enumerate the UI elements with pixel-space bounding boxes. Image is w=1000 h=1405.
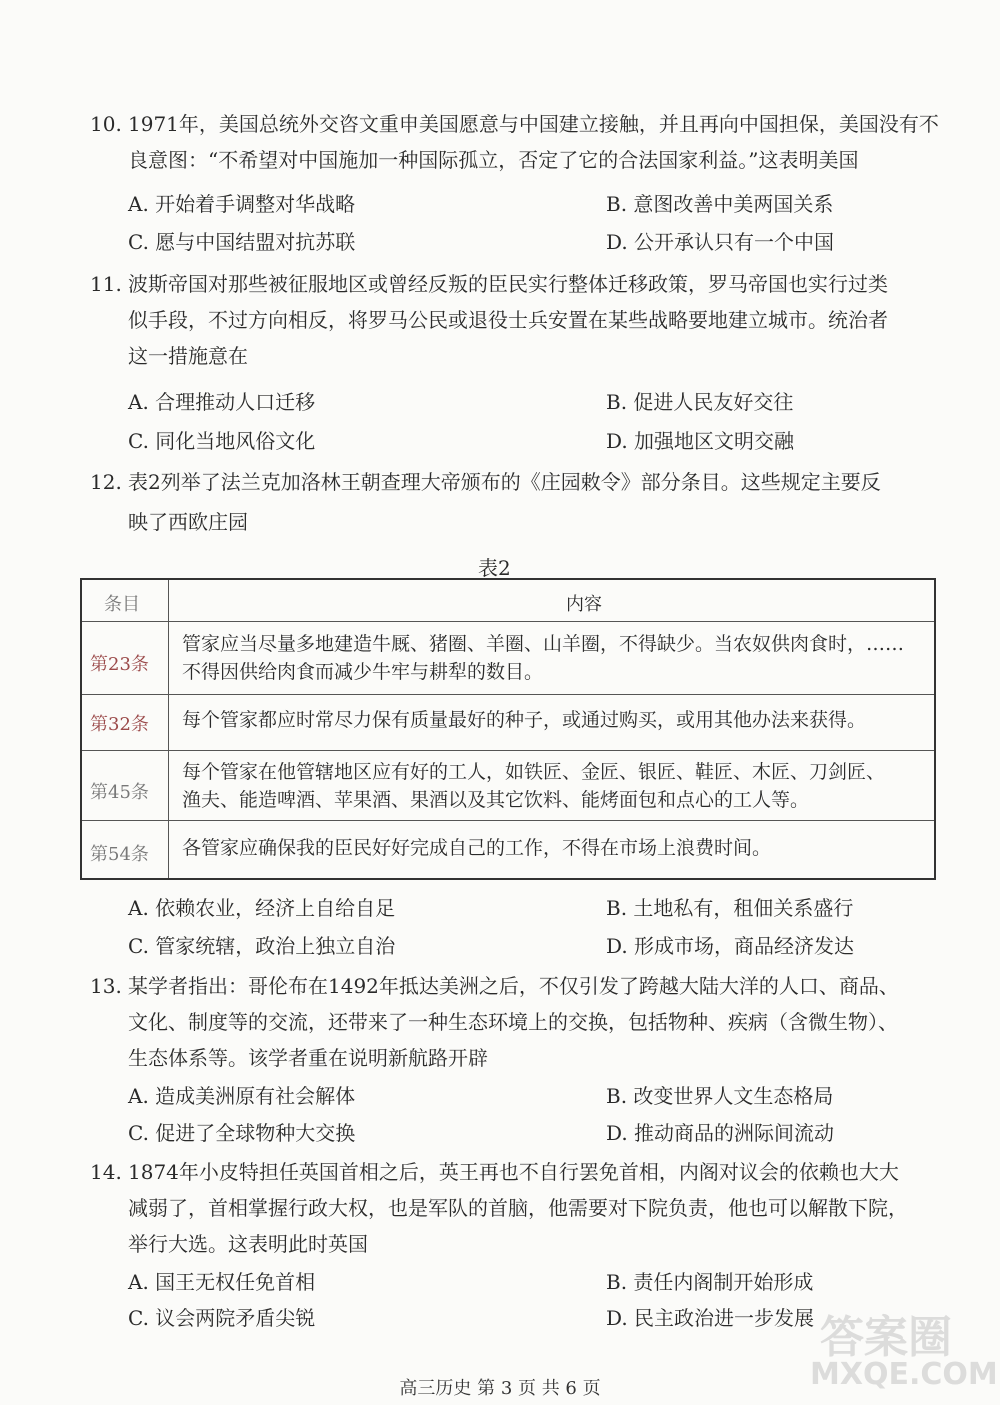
option-d: D. 推动商品的洲际间流动 [606,1121,835,1145]
row-item: 第23条 [90,654,149,675]
question-number: 12. [90,470,122,494]
row-content-line: 渔夫、能造啤酒、苹果酒、果酒以及其它饮料、能烤面包和点心的工人等。 [182,789,810,811]
question-text-line: 波斯帝国对那些被征服地区或曾经反叛的臣民实行整体迁移政策，罗马帝国也实行过类 [128,272,888,296]
option-c: C. 愿与中国结盟对抗苏联 [128,230,356,254]
edict-table [80,578,936,880]
option-d: D. 形成市场，商品经济发达 [606,934,855,958]
option-c: C. 管家统辖，政治上独立自治 [128,934,396,958]
table-caption: 表2 [478,556,511,580]
option-d: D. 公开承认只有一个中国 [606,230,835,254]
question-text-line: 生态体系等。该学者重在说明新航路开辟 [128,1046,488,1070]
question-text-line: 1971年，美国总统外交咨文重申美国愿意与中国建立接触，并且再向中国担保，美国没有不 [128,112,939,136]
header-content: 内容 [566,594,602,615]
option-d: D. 民主政治进一步发展 [606,1306,815,1330]
row-item: 第32条 [90,714,149,735]
question-text-line: 举行大选。这表明此时英国 [128,1232,368,1256]
watermark-text: 答案圈 [820,1312,952,1363]
row-content-line: 不得因供给肉食而减少牛牢与耕犁的数目。 [182,661,544,683]
option-d: D. 加强地区文明交融 [606,429,795,453]
option-a: A. 造成美洲原有社会解体 [128,1084,356,1108]
question-number: 10. [90,112,122,136]
question-text-line: 映了西欧庄园 [128,510,248,534]
row-content-line: 各管家应确保我的臣民好好完成自己的工作，不得在市场上浪费时间。 [182,837,772,859]
row-divider [82,750,934,751]
option-b: B. 责任内阁制开始形成 [606,1270,814,1294]
watermark-url: MXQE.COM [810,1357,998,1392]
row-divider [82,694,934,695]
question-text-line: 文化、制度等的交流，还带来了一种生态环境上的交换，包括物种、疾病（含微生物）、 [128,1010,898,1034]
row-item: 第54条 [90,844,149,865]
option-c: C. 同化当地风俗文化 [128,429,316,453]
question-text-line: 1874年小皮特担任英国首相之后，英王再也不自行罢免首相，内阁对议会的依赖也大大 [128,1160,899,1184]
option-b: B. 土地私有，租佃关系盛行 [606,896,854,920]
question-text-line: 良意图：“不希望对中国施加一种国际孤立，否定了它的合法国家利益。”这表明美国 [128,148,859,172]
watermark-logo [780,1301,998,1392]
option-b: B. 改变世界人文生态格局 [606,1084,834,1108]
row-content-line: 每个管家在他管辖地区应有好的工人，如铁匠、金匠、银匠、鞋匠、木匠、刀剑匠、 [182,761,886,783]
page-footer: 高三历史 第 3 页 共 6 页 [399,1378,601,1399]
header-item: 条目 [104,594,140,615]
option-a: A. 合理推动人口迁移 [128,390,316,414]
question-number: 13. [90,974,122,998]
option-a: A. 国王无权任免首相 [128,1270,316,1294]
question-text-line: 似手段，不过方向相反，将罗马公民或退役士兵安置在某些战略要地建立城市。统治者 [128,308,888,332]
option-b: B. 意图改善中美两国关系 [606,192,834,216]
question-text-line: 表2列举了法兰克加洛林王朝查理大帝颁布的《庄园敕令》部分条目。这些规定主要反 [128,470,881,494]
question-number: 14. [90,1160,122,1184]
row-content-line: 管家应当尽量多地建造牛厩、猪圈、羊圈、山羊圈，不得缺少。当农奴供肉食时，…… [182,633,905,655]
option-a: A. 依赖农业，经济上自给自足 [128,896,396,920]
option-b: B. 促进人民友好交往 [606,390,794,414]
row-content-line: 每个管家都应时常尽力保有质量最好的种子，或通过购买，或用其他办法来获得。 [182,709,867,731]
row-divider [82,820,934,821]
question-text-line: 减弱了，首相掌握行政大权，也是军队的首脑，他需要对下院负责，他也可以解散下院， [128,1196,908,1220]
option-c: C. 促进了全球物种大交换 [128,1121,356,1145]
question-number: 11. [90,272,122,296]
column-divider [168,580,169,878]
question-text-line: 这一措施意在 [128,344,248,368]
row-item: 第45条 [90,782,149,803]
question-text-line: 某学者指出：哥伦布在1492年抵达美洲之后，不仅引发了跨越大陆大洋的人口、商品、 [128,974,899,998]
table-header [82,580,934,622]
option-c: C. 议会两院矛盾尖锐 [128,1306,316,1330]
option-a: A. 开始着手调整对华战略 [128,192,356,216]
